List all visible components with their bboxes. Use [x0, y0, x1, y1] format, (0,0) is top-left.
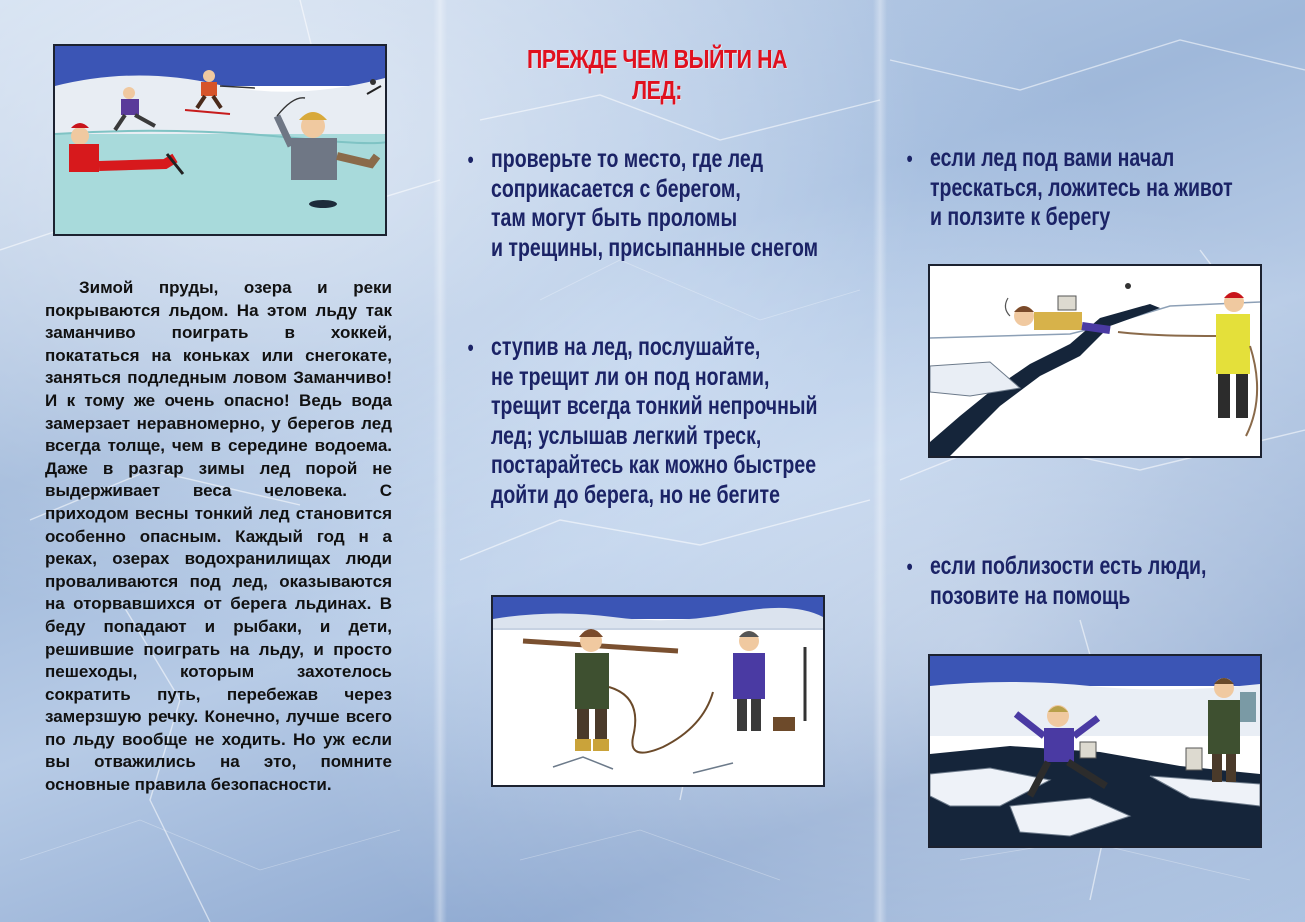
leaflet-heading: ПРЕЖДЕ ЧЕМ ВЫЙТИ НА ЛЕД:: [526, 44, 788, 105]
bullet-line: и трещины, присыпанные снегом: [491, 233, 819, 262]
bullet-line: соприкасается с берегом,: [491, 174, 741, 203]
bullet-line: ступив на лед, послушайте,: [491, 333, 761, 361]
bullet-dot-icon: •: [906, 554, 913, 579]
middle-panel: [440, 0, 880, 922]
illustration-winter-ice-fun: [53, 44, 387, 236]
bullet-check-shoreline: [467, 145, 819, 263]
bullet-dot-icon: •: [467, 147, 474, 172]
right-panel: [880, 0, 1305, 922]
bullet-line: трескаться, ложитесь на живот: [930, 173, 1233, 202]
bullet-dot-icon: •: [906, 146, 913, 171]
bullet-line: и ползите к берегу: [930, 203, 1111, 231]
bullet-line: не трещит ли он под ногами,: [491, 362, 770, 391]
illustration-crawling-on-ice: [928, 264, 1262, 458]
bullet-crawl-to-shore: [906, 144, 1233, 233]
intro-paragraph: Зимой пруды, озера и реки покрываются льдом. На этом льду так заманчиво поиграть в хоккей, покататься на коньках или снегокате, заняться подледным ловом Заманчиво! И к тому же очень опасно! Ведь вода замерзает неравномерно, у берегов лед всегда толще, чем в середине водоема. Даже в разгар зимы лед порой не выдерживает веса человека. С приходом весны тонкий лед становится особенно опасным. Каждый год н а реках, озерах водохранилищах люди проваливаются под лед, оказываются на оторвавшихся от берега льдинах. В беду попадают и рыбаки, и дети, решившие поиграть на льду, и просто пешеходы, которым захотелось сократить путь, перебежав через замерзшую речку. Конечно, лучше всего по льду вообще не ходить. Но уж если вы отважились на это, помните основные правила безопасности.: [45, 278, 392, 795]
illustration-falling-through-ice: [928, 654, 1262, 848]
bullet-line: если поблизости есть люди,: [930, 552, 1207, 580]
bullet-line: дойти до берега, но не бегите: [491, 480, 780, 509]
bullet-line: постарайтесь как можно быстрее: [491, 451, 817, 479]
bullet-listen-to-ice: [467, 333, 818, 510]
bullet-line: позовите на помощь: [930, 581, 1131, 610]
bullet-line: проверьте то место, где лед: [491, 145, 764, 173]
bullet-line: там могут быть проломы: [491, 204, 738, 232]
bullet-line: если лед под вами начал: [930, 144, 1175, 172]
left-panel: [0, 0, 440, 922]
illustration-rescue-with-pole: [491, 595, 825, 787]
bullet-line: трещит всегда тонкий непрочный: [491, 392, 818, 420]
bullet-line: лед; услышав легкий треск,: [491, 421, 762, 450]
bullet-dot-icon: •: [467, 335, 474, 360]
bullet-call-for-help: [906, 552, 1207, 611]
